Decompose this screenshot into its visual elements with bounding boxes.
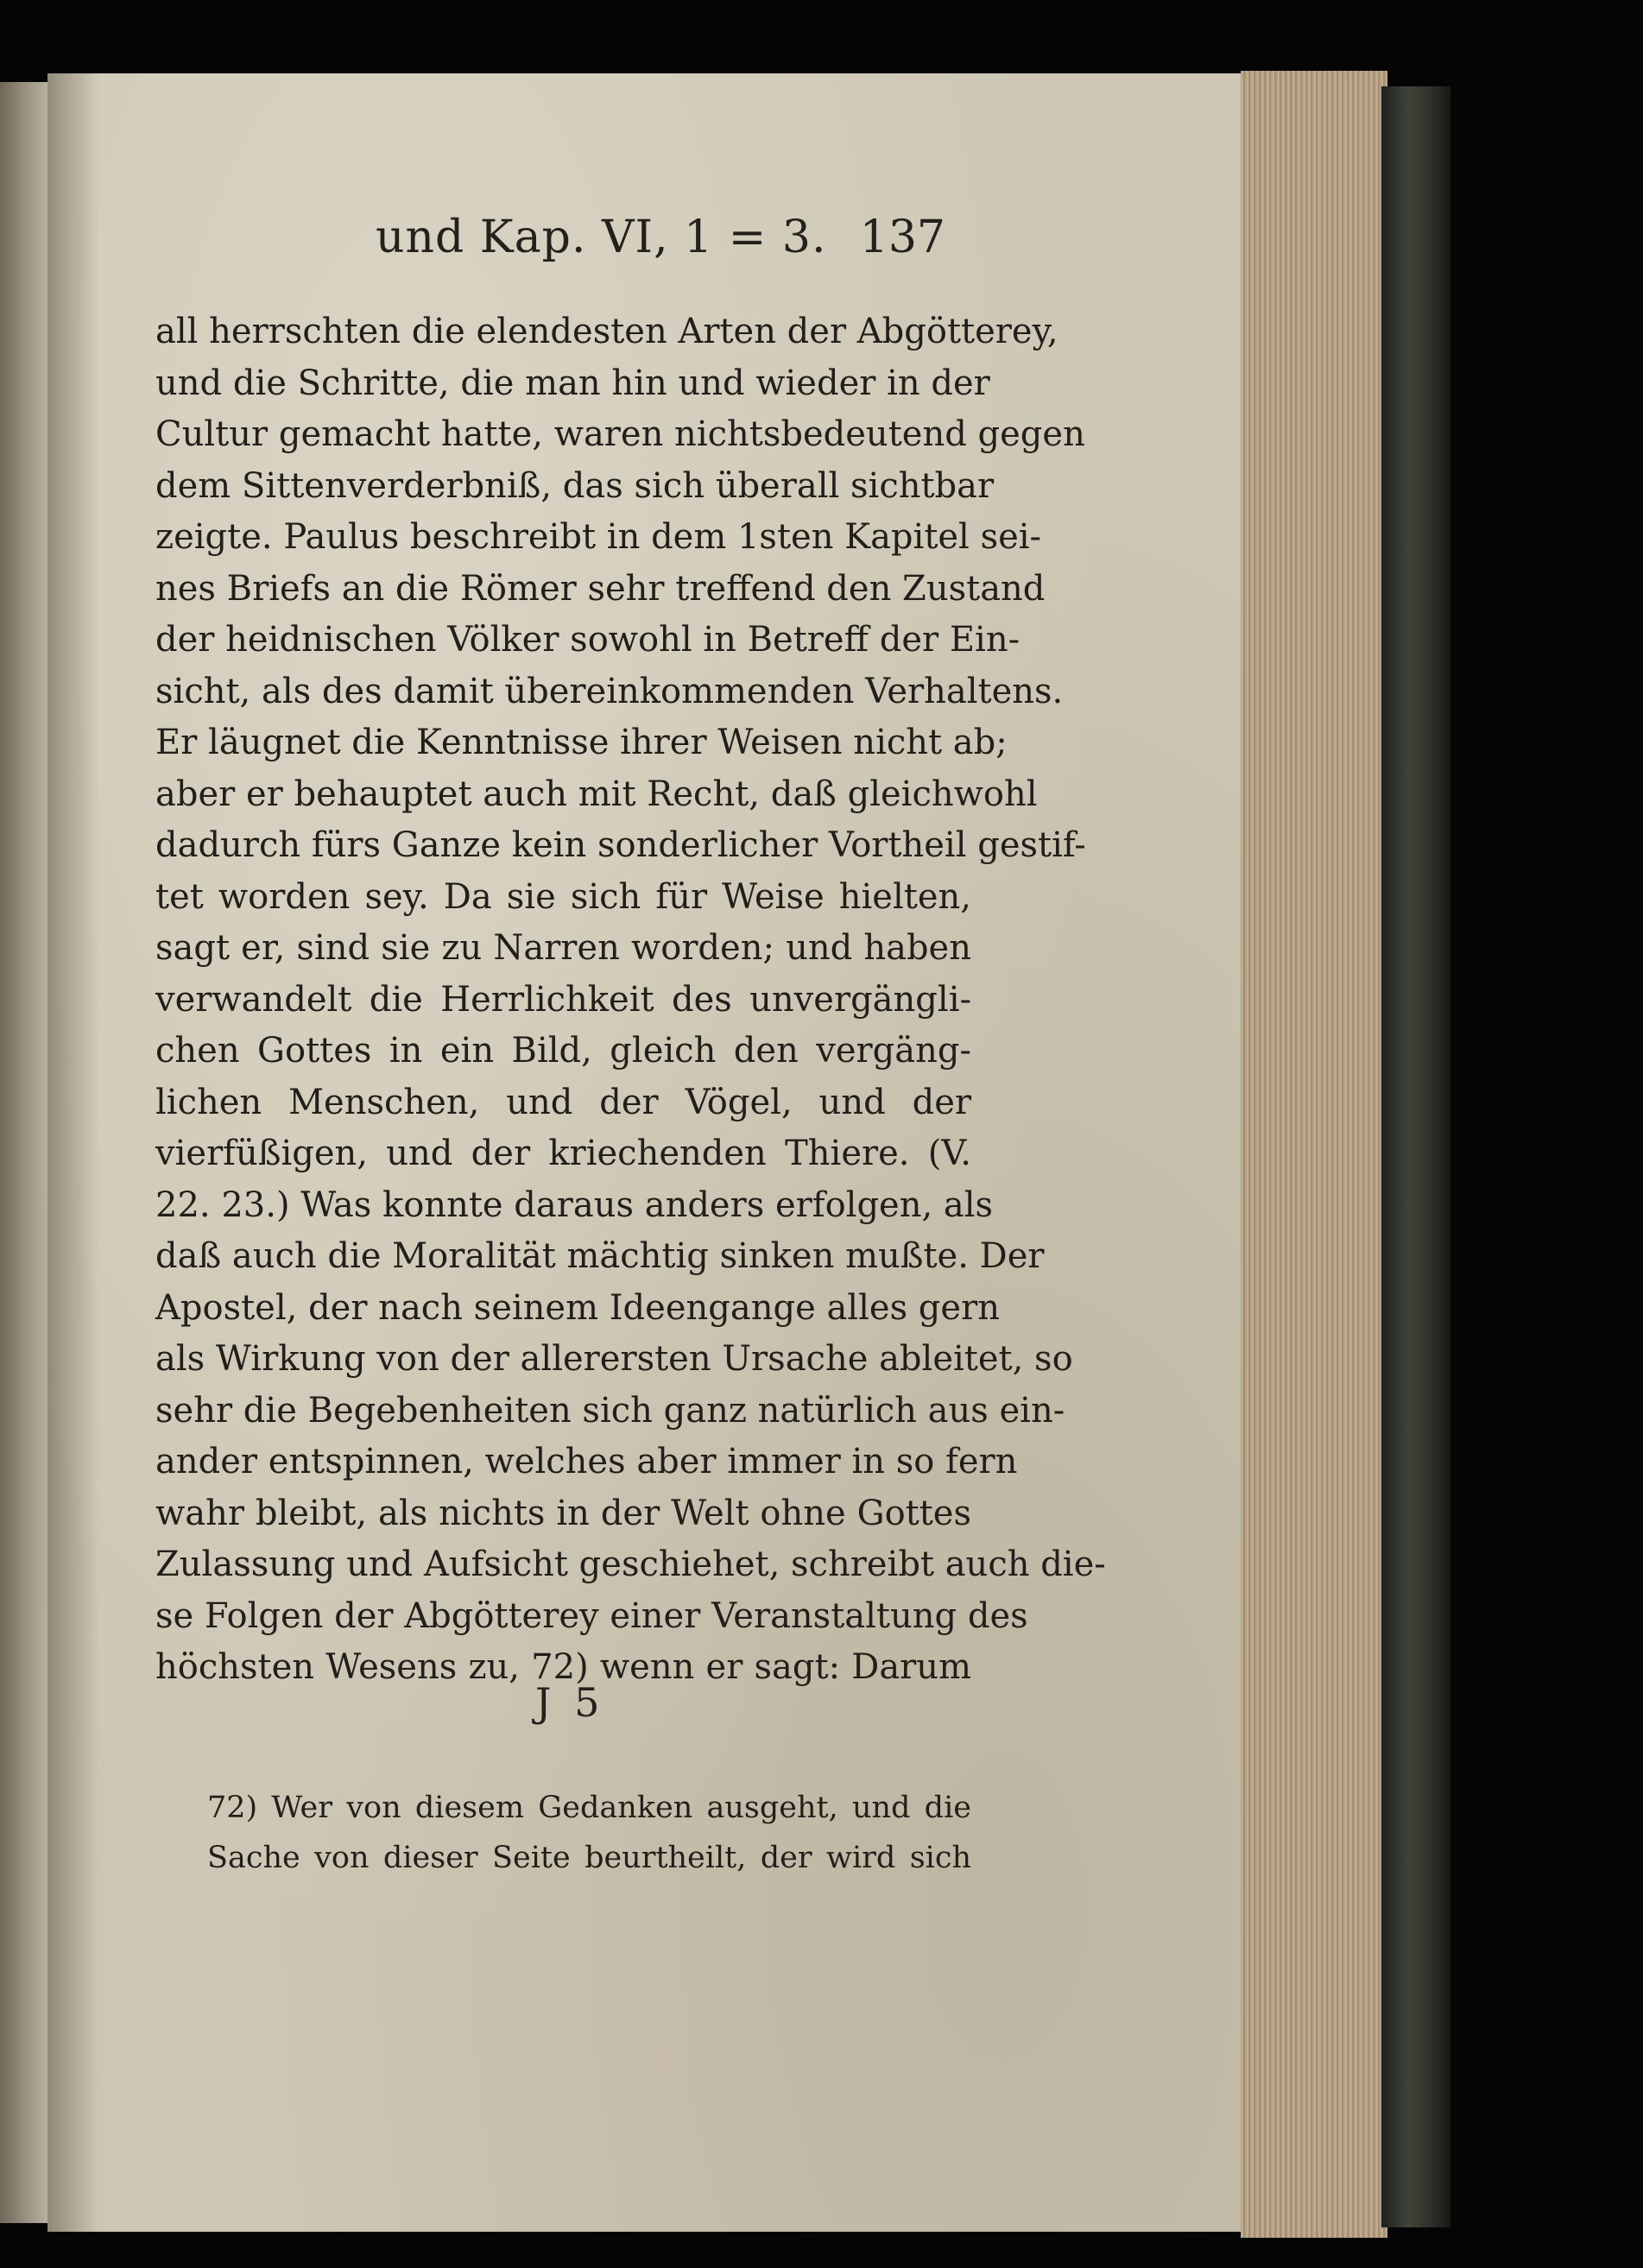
text-line: Cultur gemacht hatte, waren nichtsbedeutend gegen [155,414,1085,454]
page-number: 137 [859,212,945,263]
footnote [207,1783,971,1883]
text-line: wahr bleibt, als nichts in der Welt ohne Gottes [155,1493,971,1533]
text-line: verwandelt die Herrlichkeit des unvergängli- [155,979,971,1020]
text-line: Apostel, der nach seinem Ideengange alles gern [155,1287,1000,1328]
text-line: lichen Menschen, und der Vögel, und der [155,1082,971,1122]
gutter-shadow [47,73,99,2232]
text-line: chen Gottes in ein Bild, gleich den vergäng- [155,1031,971,1071]
text-line: als Wirkung von der allerersten Ursache ableitet, so [155,1339,1073,1379]
text-line: sagt er, sind sie zu Narren worden; und haben [155,928,971,968]
body-text [155,306,1106,1694]
page-header [376,212,945,281]
text-line: der heidnischen Völker sowohl in Betreff der Ein- [155,620,1021,660]
text-line: sicht, als des damit übereinkommenden Verhaltens. [155,671,1064,711]
book-cover-board [1381,86,1450,2227]
text-line: vierfüßigen, und der kriechenden Thiere. (V. [155,1134,971,1173]
page-fore-edge [1241,71,1387,2238]
text-line: daß auch die Moralität mächtig sinken mußte. Der [155,1236,1045,1276]
text-line: höchsten Wesens zu, 72) wenn er sagt: Darum [155,1647,971,1687]
text-line: sehr die Begebenheiten sich ganz natürlich aus ein- [155,1390,1065,1431]
text-line: Zulassung und Aufsicht geschiehet, schreibt auch die- [155,1545,1106,1584]
text-line: se Folgen der Abgötterey einer Veranstaltung des [155,1595,1028,1636]
footnote-line: 72) Wer von diesem Gedanken ausgeht, und die [207,1791,971,1825]
text-line: tet worden sey. Da sie sich für Weise hielten, [155,876,971,917]
footnote-line: Sache von dieser Seite beurtheilt, der wird sich [207,1841,971,1875]
text-line: ander entspinnen, welches aber immer in so fern [155,1442,1018,1481]
text-line: Er läugnet die Kenntnisse ihrer Weisen nicht ab; [155,723,1008,762]
text-line: aber er behauptet auch mit Recht, daß gleichwohl [155,774,1038,814]
text-line: dadurch fürs Ganze kein sonderlicher Vortheil gestif- [155,825,1086,865]
text-line: nes Briefs an die Römer sehr treffend den Zustand [155,568,1046,609]
text-line: all herrschten die elendesten Arten der Abgötterey, [155,312,1058,351]
text-line: zeigte. Paulus beschreibt in dem 1sten Kapitel sei- [155,517,1042,557]
text-line: und die Schritte, die man hin und wieder in der [155,363,990,403]
text-line: dem Sittenverderbniß, das sich überall sichtbar [155,465,995,506]
signature-mark: J 5 [535,1679,605,1726]
text-line: 22. 23.) Was konnte daraus anders erfolgen, als [155,1185,994,1225]
running-head: und Kap. VI, 1 = 3. [376,212,827,263]
